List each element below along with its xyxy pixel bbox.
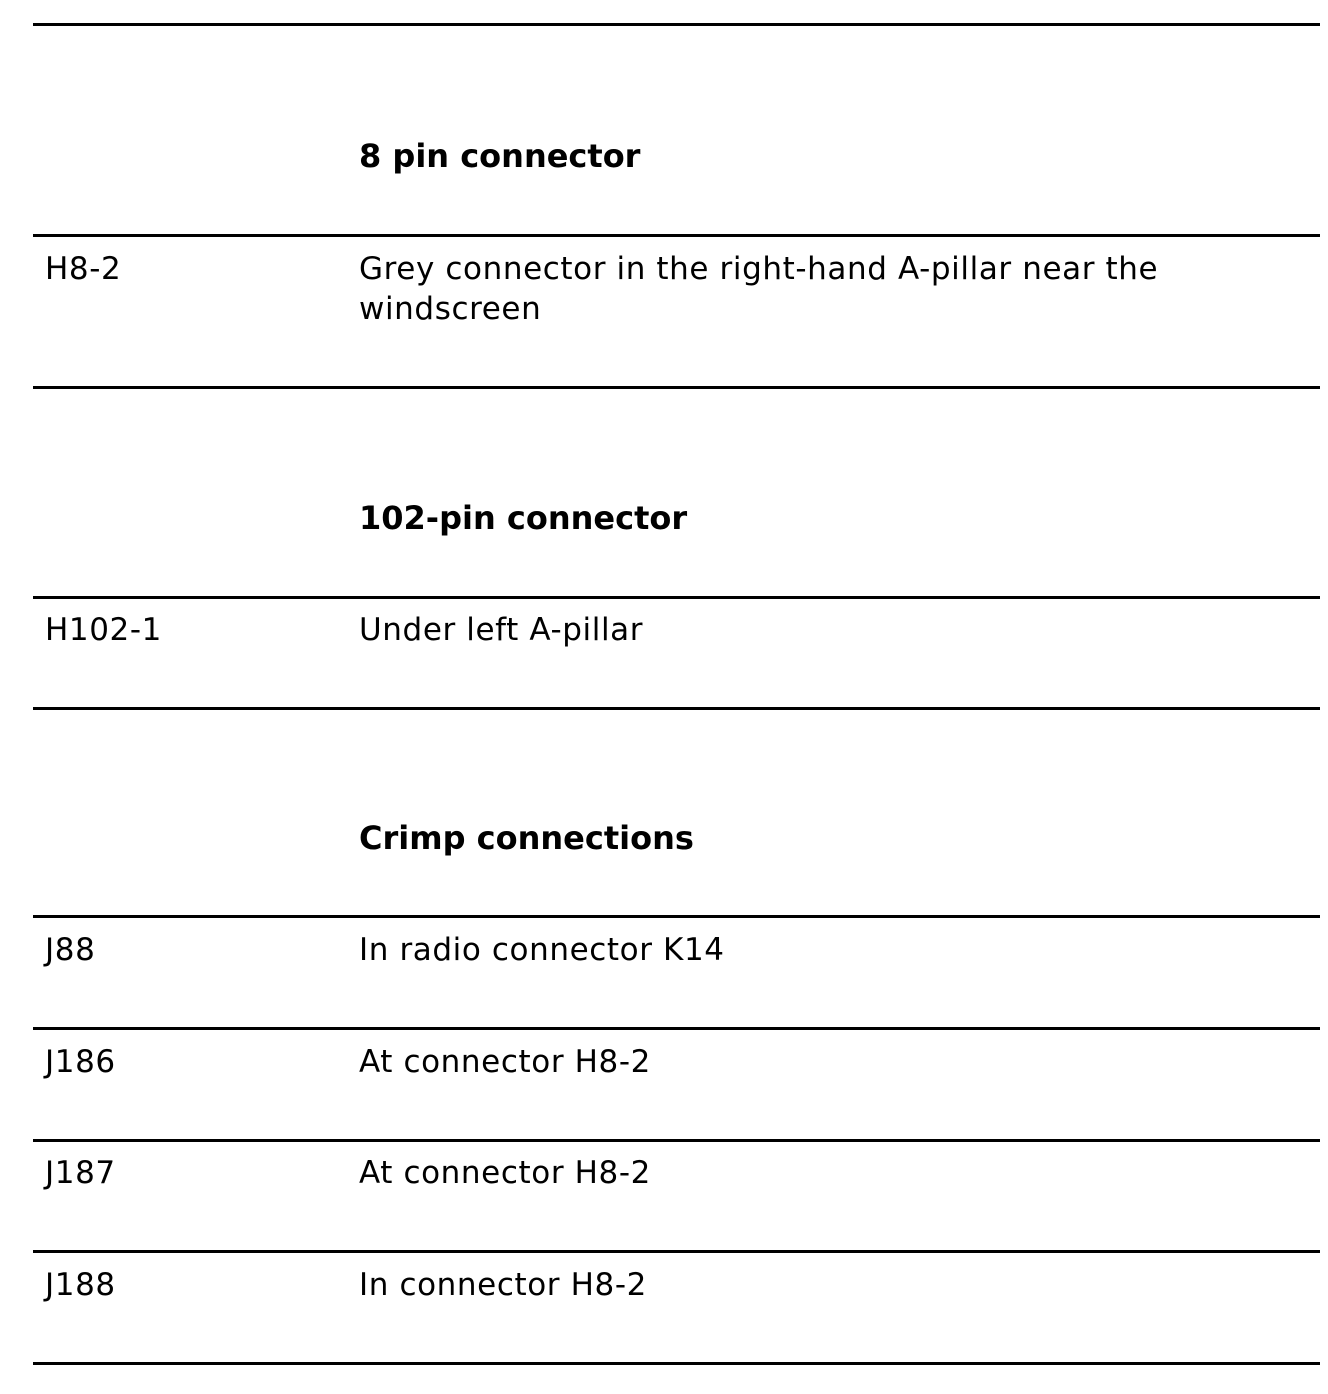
section-heading-8-pin: 8 pin connector [359,137,641,175]
table-bottom-rule [33,1362,1320,1365]
connector-location: At connector H8-2 [359,1155,651,1191]
section-rule [33,234,1320,237]
connector-location: In connector H8-2 [359,1267,647,1303]
table-top-rule [33,23,1320,26]
connector-code: J88 [45,932,96,968]
section-heading-crimp: Crimp connections [359,819,694,857]
row-rule [33,1250,1320,1253]
section-heading-102-pin: 102-pin connector [359,499,688,537]
connector-code: H102-1 [45,612,162,648]
connector-code: J186 [45,1044,116,1080]
connector-location: Grey connector in the right-hand A-pillar near the windscreen [359,251,1159,327]
connector-code: J188 [45,1267,116,1303]
row-rule [33,1139,1320,1142]
connector-code: H8-2 [45,251,122,287]
connector-code: J187 [45,1155,116,1191]
section-rule [33,915,1320,918]
row-rule [33,1027,1320,1030]
row-rule [33,707,1320,710]
connector-location: In radio connector K14 [359,932,725,968]
row-rule [33,386,1320,389]
connector-location: At connector H8-2 [359,1044,651,1080]
section-rule [33,596,1320,599]
connector-location: Under left A-pillar [359,612,644,648]
